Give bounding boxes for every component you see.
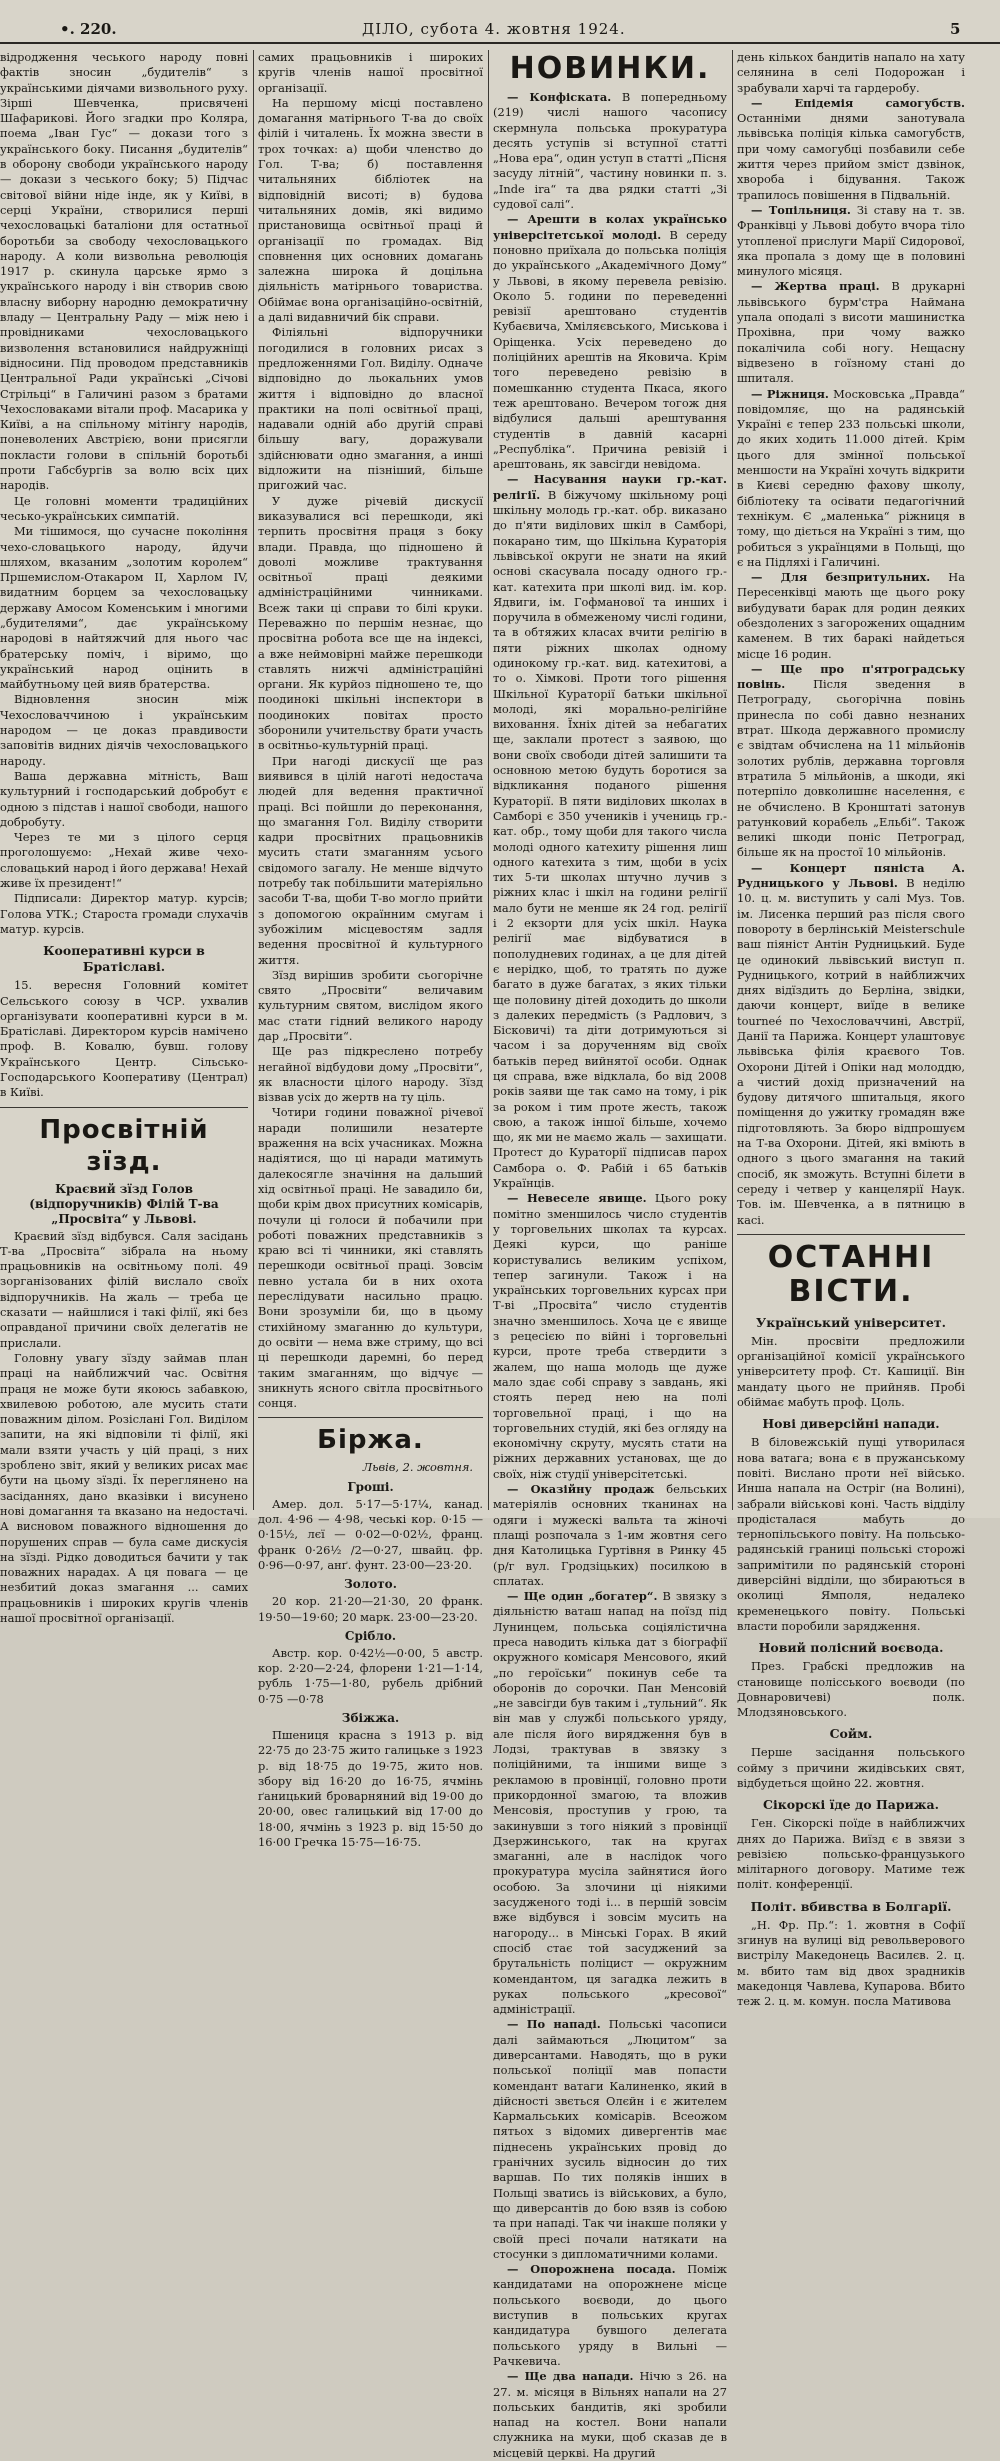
section-divider <box>737 1234 965 1235</box>
news-item <box>493 1589 727 2017</box>
masthead-rule <box>0 42 1000 44</box>
news-item-text: В попередньому (219) числі нашого часопису скермнула польська прокуратура десять уступів зі вступної статті „Нова ера“, один уступ в статті „Пісня засуду літній“, частину новинки п. з. „Inde ira“ та два рядки статті „Зі судової салі“. <box>493 90 727 212</box>
grain-rates: Пшениця красна з 1913 р. від 22·75 до 23·75 жито галицьке з 1923 р. від 18·75 до 19·75, жито нов. збору від 16·20 до 16·75, ячмінь ґаницький броварняний від 19·00 до 20·00, овес галицький від 17·00 до 18·00, ячмінь з 1923 р. від 15·50 до 16·00 Гречка 15·75—16·75. <box>258 1727 483 1850</box>
column-2 <box>258 50 483 1850</box>
exchange-dateline: Львів, 2. жовтня. <box>362 1460 473 1475</box>
news-item <box>493 2017 727 2262</box>
news-item-heading: — Ріжниця. <box>751 386 829 401</box>
latest-news-heading-item: Нові диверсійні напади. <box>762 1416 940 1432</box>
silver-rates: Австр. кор. 0·42½—0·00, 5 австр. кор. 2·20—2·24, флорени 1·21—1·14, рубль 1·75—1·80, рубель дрібний 0·75 —0·78 <box>258 1645 483 1706</box>
news-item <box>493 472 727 1191</box>
gold-heading: Золото. <box>344 1577 397 1592</box>
latest-news-heading-item: Сойм. <box>829 1726 873 1742</box>
article-paragraph: Через те ми з цілого серця проголошуємо: „Нехай живе чехо-словацький народ і його держава! Нехай живе їх президент!“ <box>0 830 248 891</box>
section-divider <box>0 1107 248 1108</box>
news-item-heading: — Ще два напади. <box>507 2369 634 2384</box>
article-paragraph: Відновлення зносин між Чехословаччиною і українським народом — це доказ правдивости заповітів видних діячів чехословацького народу. <box>0 692 248 768</box>
article-paragraph: Краєвий зїзд відбувся. Саля засідань Т-ва „Просвіта“ зібрала на ньому працьовників на освітньому полі. 49 зорганізованих філій вислало своїх відпоручників. На жаль — треба це сказати — найшлися і такі філії, які без оправданої причини своїх делегатів не прислали. <box>0 1228 248 1350</box>
news-item-heading: — Невеселе явище. <box>507 1191 647 1206</box>
column-rule <box>488 50 489 1510</box>
news-item-text: Нічю з 26. на 27. м. місяця в Вільнях напали на 27 польських бандитів, які зробили напад на костел. Вони напали служника на муки, щоб сказав де в місцевій церкві. На другий <box>493 2369 727 2460</box>
latest-news-heading-item: Новий полісний воєвода. <box>758 1640 944 1656</box>
news-item-text: В звязку з діяльністю ваташ напад на поїзд під Лунинцем, польська соціялістична преса наводить кілька дат з біографії окружного комісаря Менсового, який „по героїськи“ покинув себе та оборонів до сорочки. Пан Менсовій „не завсігди був таким і „тульний“. Як він мав у службі польського уряду, але після його вирядження був в Лодзі, трактував в звязку з поліційними, та іншими вище з рекламою в провінції, головно проти прикордонної змагою, та вложив Менсовія, проступив у грою, та закинувши з того ніякий з провінції Дзержинського, так на кругах змаганні, але в наслідок чого прокуратура мусіла зайнятися його особою. За злочини ці ніякими засудженого тоді і... в першій зовсім вже відбувся і зовсім мусить на нагороду... в Мінські Горах. В який спосіб стає той засуджений за брутальність поліцист — окружним комендантом, ця загадка лежить в руках польського „кресової“ адміністрації. <box>493 1589 728 2017</box>
news-item <box>737 96 965 203</box>
latest-news-heading-item: Сікорскі їде до Парижа. <box>763 1797 939 1813</box>
news-item-text: бельських матеріялів основних тканинах на одяги і мужескі вальта та жіночі плащі розпочала з 1-им жовтня сего дня Католицька Гуртівня в Ринку 45 (р/г вул. Гродзіцьких) посилкою в сплатах. <box>493 1482 727 1588</box>
news-item <box>493 2262 727 2369</box>
news-item <box>737 387 965 571</box>
news-item-text: В неділю 10. ц. м. виступить у салі Муз. Тов. ім. Лисенка перший раз після свого повороту в берлінській Meisterschule ваш піяніст Антін Рудницький. Буде це одинокий львівський виступ п. Рудницького, котрий в найближчих днях відїздить до Берліна, звідки, даючи концерт, виїде в велике tourneé по Чехословаччині, Австрії, Данії та Парижа. Концерт улаштовує львівська філія краєвого Тов. Охорони Дітей і Опіки над молоддю, а чистий дохід призначений на будову дитячого шпитальця, якого поміщення до ужитку громадян вже підготовляють. За бюро відпрошуєм на Т-ва Охорони. Дітей, які вміють в одного з цього змагання на такий спосіб, як зможуть. Вступні білети в середу і четвер у канцелярії Наук. Тов. ім. Шевченка, а в пятницю в касі. <box>737 876 965 1227</box>
money-heading: Гроші. <box>347 1479 394 1494</box>
news-item-heading: — Ще про п'ятроградську повінь. <box>737 661 965 692</box>
column-rule <box>732 50 733 1510</box>
gold-rates: 20 кор. 21·20—21·30, 20 франк. 19·50—19·60; 20 марк. 23·00—23·20. <box>258 1594 483 1624</box>
coop-courses-text: 15. вересня Головний комітет Сельського союзу в ЧСР. ухвалив організувати кооперативні курси в м. Братіславі. Директором курсів намічено проф. В. Ковалю, бувш. голову Українського Центр. Сільсько-Господарського Кооперативу (Централ) в Київі. <box>0 978 248 1100</box>
congress-subheading: Краєвий зїзд Голов (відпоручників) Філій Т-ва „Просвіта“ у Львові. <box>29 1181 219 1226</box>
news-item-text: Московська „Правда“ повідомляє, що на радянській Україні є тепер 233 польські школи, до яких ходить 11.000 дітей. Крім цього для змінної польської меншости на Україні хочуть відкрити в Києві середню фахову школу, бібліотеку та осівати педагогічний технікум. Є „маленька“ ріжниця в тому, що діється на Україні з тим, що робиться з українцями в Польщі, що є на Підляхі і Галичині. <box>737 386 965 569</box>
article-paragraph: На першому місці поставлено домагання матірнього Т-ва до своїх філій і читалень. Їх можна звести в трох точках: а) щоби членство до Гол. Т-ва; б) поставлення читальняних бібліотек на відповідній висоті; в) будова читальняних домів, які видимо пристановища освітньої праці й організації по громадах. Від сповнення цих основних домагань залежна широка й доцільна діяльність матірнього товариства. Обіймає вона організаційно-освітній, а далі видавничий бік справи. <box>258 95 483 325</box>
news-item-heading: — По нападі. <box>507 2017 601 2032</box>
news-item-text: В друкарні львівського бурм'стра Наймана упала оподалі з висоти машинистка Прохівна, при чому важко покалічила собі ногу. Нещасну відвезено в гоїзному стані до шпиталя. <box>737 279 965 386</box>
news-item <box>737 662 965 861</box>
article-paragraph: Ми тішимося, що сучасне покоління чехо-словацького народу, йдучи шляхом, вказаним „золотим королем“ Пршемислом-Отакаром II, Харлом IV, видатним борцем за чехословацьку державу Амосом Коменським і многими „будителями“, дає українському народові в найтяжчий для нього час братерську поміч, і віримо, що український народ оцінить в майбутньому цей вияв братерства. <box>0 524 248 692</box>
latest-news-text: Ген. Сікорскі поїде в найближчих днях до Парижа. Виїзд є в звязи з ревізією польсько-французького мілітарного договору. Матиме теж політ. конференції. <box>737 1816 965 1892</box>
news-item-text: Останніми днями занотувала львівська поліція кілька самогубств, при чому самогубці позбавили себе життя через прийом зміст дзвінок, хвороба і бідування. Також трапилось повішення в Підвальній. <box>737 111 965 202</box>
news-item-text: Після зведення в Петрограду, сьогорічна повінь принесла по собі давно незнаних втрат. Шкода державного промислу є звідтам обчислена на 11 мільйонів золотих рублів, державна торговля втратила 5 мільйонів, а шкоди, які потерпіло довколишнє населення, є не обчислено. В Кронштаті затонув ратунковий корабель „Ельбі“. Також великі шкоди поніс Петроград, більше як на простої 10 мільйонів. <box>737 677 966 860</box>
article-paragraph: У дуже річевій дискусії виказувалися всі перешкоди, які терпить просвітня праця з боку влади. Правда, що підношено й доволі можливе трактування освітньої праці деякими адміністраційними чинниками. Всеж таки ці справи то білі круки. Переважно по першім незнає, що просвітна робота все ще на індексі, а вже неймовірні майже перешкоди ставлять нижчі адміністраційні органи. Як курйоз підношено те, що поодинокі шкільні інспектори в поодиноких повітах просто зборонили учительству брати участь в освітньо-культурній праці. <box>258 493 483 753</box>
column-3 <box>493 50 728 2460</box>
news-item-heading: — Опорожнена посада. <box>507 2262 676 2277</box>
news-item-text: На Пересенківці мають ще цього року вибудувати барак для родин деяких обездолених з загорожених ощадним каменем. В тих баракі найдеться місце 16 родин. <box>737 570 965 661</box>
news-item-heading: — Оказійну продаж <box>507 1482 655 1497</box>
news-item <box>493 1482 727 1589</box>
latest-news-text: През. Грабскі предложив на становище полісського воєводи (по Довнаровичеві) полк. Млодзяновського. <box>737 1659 965 1720</box>
latest-news-heading-item: Політ. вбивства в Болгарії. <box>750 1898 952 1914</box>
news-item <box>493 1191 727 1482</box>
article-paragraph: самих працьовників і широких кругів членів нашої просвітної організації. <box>258 50 483 95</box>
column-4 <box>737 50 966 2009</box>
page-mark: 5 <box>950 20 961 38</box>
news-item-text: В біжучому шкільному році шкільну молодь гр.-кат. обр. виказано до п'яти виділових шкіл в Самборі, покарано тим, що Шкільна Кураторія львівської округи не знати на який основі скасувала посаду одного гр.-кат. катехита при школі вид. ім. кор. Ядвиги, ім. Гофманової та инших і поручила в обмеженому числі години, та в обтяжих класах вчити релігію в пяти ріжних школах одному одинокому гр.-кат. вид. катехитові, а то о. Хімкові. Проти того рішення Шкільної Кураторії батьки шкільної молоді, які морально-релігійне виховання. Їхніх дітей за небагатих ще, заклали протест з заявою, що вони своїх свободи дітей залишити та основною метою будуть боротися за відкликання поданого рішення Кураторії. В пяти виділових школах в Самборі є 350 учеників і учениць гр.-кат. обр., тому щоби для такого числа молоді одного катехиту рішення лиш одного катехита з тим, щоби в усіх тих 5-ти школах штучно лучив з ріжних клас і шкіл на години релігії мало бути не менше як 24 год. релігії і 2 екзорти для усіх шкіл. Наука релігії має відбуватися в пополудневих годинах, а це для дітей є нерідко, щоб, то тратять по дуже багато в дуже багатах, з яких тільки ще половину дітей доходить до школи з далеких передмість (з Радлович, з Бісковичі) та діти дотримуються зі часом і за дорученням від своїх батьків перед вийнятої особи. Однак ця справа, вже відклала, бо від 2008 років заяви ще так само на тому, і рік за роком і тим проте жесть, також свою, а також іншої більше, хочемо що, як ми не маємо жаль — захищати. Протест до Кураторії підписав парох Самбора о. Ф. Рабій і 65 батьків Українців. <box>493 487 727 1191</box>
article-paragraph: Чотири години поважної річевої наради полишили незатерте враження на всіх учасниках. Можна надіятися, що ці наради матимуть далекосягле значіння на дальший хід освітньої праці. Не завадило би, щоби крім двох присутних комісарів, почули ці голоси й побачили при роботі поважних представників з краю всі ті чинники, які ставлять перешкоди освітньої праці. Зовсім певно устала би в них охота переслідувати насильно працю. Вони зрозуміли би, що в цьому стихійному змаганню до культури, до освіти — нема вже стриму, що всі ці перешкоди даремні, бо перед таким змаганням, що відчує — зникнуть ясного світла просвітнього сонця. <box>258 1105 483 1411</box>
article-paragraph: Головну увагу зїзду займав план праці на найближчий час. Освітня праця не може бути якоюсь забавкою, хвилевою роботою, але мусить стати поважним ділом. Розіслані Гол. Виділом запити, на які відповіли ті філії, які мали взяти участь у цій праці, з них зроблено звіт, який у великих рисах має бути на цьому зїзді. Їх переглянено на засіданнях, дано вказівки і висунено нові домагання та вказано на недостачі. А висновом поважного відношення до порушених справ — була саме дискусія на зїзді. Рідко доводиться бачити у так поважних нарадах. А ця повага — це незбитий доказ змагання ... самих працьовників і широких кругів членів нашої просвітної організації. <box>0 1350 248 1626</box>
latest-news-text: „Н. Фр. Пр.“: 1. жовтня в Софії згинув на вулиці від револьверового вистрілу Македонець Василєв. 2. ц. м. вбито там від двох зрадників македонця Чавлева, Купарова. Вбито теж 2. ц. м. комун. посла Мативова <box>737 1917 965 2009</box>
article-paragraph: Філіяльні відпоручники погодилися в головних рисах з предложеннями Гол. Виділу. Одначе відповідно до льокальних умов життя і відповідно до власної практики на полі освітньої праці, надавали одній або другій справі більшу вагу, доражували здійснювати одно змагання, а инші відложити на пізніший, більше пригожий час. <box>258 325 483 493</box>
news-item-text: В середу поновно приїхала до польська поліція до українського „Академічного Дому“ у Львові, в якому перевела ревізію. Около 5. години по переведенні ревізії арештовано студентів Кубаєвича, Хміляєвського, Миськова і Оріщенка. Усіх переведено до поліційних арештів на Яковича. Крім того переведено ревізію в помешканню студента Пкаса, якого теж арештовано. Вечером тогож дня відбулися дальші арештування студентів в давній касарні „Республіка“. Причина ревізій і арештовань, як завсігди невідома. <box>493 227 727 472</box>
column-1 <box>0 50 248 1626</box>
article-paragraph: При нагоді дискусії ще раз виявився в цілій наготі недостача людей для ведення практичної праці. Всі пойшли до переконання, що змагання Гол. Виділу створити кадри просвітних працьовників мусить стати змаганням усього свідомого загалу. Не менше відчуто потребу так побільшити матеріяльно засоби Т-ва, щоби Т-во могло прийти з допомогою окраїнним смугам і зубожілим місцевостям задля ведення просвітної й культурного життя. <box>258 753 483 967</box>
news-item-heading: — Для безпритульних. <box>751 570 931 585</box>
news-heading: НОВИНКИ. <box>509 51 711 86</box>
article-paragraph: день кількох бандитів напало на хату селянина в селі Подорожан і зрабували харчі та гардеробу. <box>737 50 965 95</box>
page-number: •. 220. <box>60 20 117 38</box>
news-item <box>737 570 965 662</box>
news-item-heading: — Епідемія самогубств. <box>751 95 965 110</box>
money-rates: Амер. дол. 5·17—5·17¼, канад. дол. 4·96 — 4·98, чеські кор. 0·15 — 0·15½, лєї — 0·02—0·02½, франц. франк 0·26½ /2—0·27, швайц. фр. 0·96—0·97, анґ. фунт. 23·00—23·20. <box>258 1496 483 1572</box>
article-paragraph: Ваша державна мітність, Ваш культурний і господарський добробут є одною з підстав і нашої свободи, нашого добробуту. <box>0 768 248 829</box>
news-item <box>737 203 965 279</box>
news-item-text: Поміж кандидатами на опорожнене місце польського воєводи, до цього виступив в польських кругах кандидатура бувшого делегата польського уряду в Вильні — Рачкевича. <box>493 2262 727 2368</box>
coop-courses-heading: Кооперативні курси в Братіславі. <box>43 943 205 975</box>
article-paragraph: відродження чеського народу повні фактів зносин „будителів“ з українськими діячами визвольного руху. Зірші Шевченка, присвячені Шафарикові. Його згадки про Коляра, поема „Іван Гус“ — докази того з українського боку. Писання „будителів“ в оборону свободи українського народу — докази з чеського боку; 5) Підчас світової війни ніде інде, як у Київі, в серці України, створилися перші чехословацькі баталіони для остатньої боротьби за свободу чехословацького народу. А коли визвольна революція 1917 р. скинула царське ярмо з українського народу і він створив свою власну виборну народню демократичну владу — Центральну Раду — між нею і провідниками чехословацького визволення встановилися найдружніщі відносини. Під проводом представників Центральної Ради українські „Січові Стрільці“ в Галичині разом з братами Чехословаками вітали проф. Масарика у Київі, а на спільному мітінгу народів, поневолених Австрією, вони присягли покласти голови в спільній боротьбі проти Габсбургів за волю всіх цих народів. <box>0 50 248 493</box>
news-item <box>493 90 727 212</box>
news-item-heading: — Жертва праці. <box>751 279 880 294</box>
grain-heading: Збіжжа. <box>341 1710 400 1725</box>
news-item-heading: — Насування науки гр.-кат. релігії. <box>493 472 727 502</box>
news-item-heading: — Ще один „богатер“. <box>507 1589 658 1604</box>
news-item-text: Польські часописи далі займаються „Люцитом“ за диверсантами. Наводять, що в руки польської поліції мав попасти комендант ватаги Калиненко, який в дійсності звється Олєйн і є жителем Кармальських комісарів. Всеожом пятьох з відомих дивергентів має піднесень українських провід до гранічних зусиль відносин до тих варшав. По тих поляків інших в Польщі зватись із військових, а було, що диверсантів до бою взяв із собою та при нападі. Так чи інакше поляки у своїй пресі почали натякати на стосунки з дипломатичними колами. <box>493 2017 727 2261</box>
news-item-heading: — Топільниця. <box>751 202 851 217</box>
news-item-heading: — Конфіската. <box>507 90 612 104</box>
exchange-heading: Біржа. <box>317 1425 424 1456</box>
section-divider <box>258 1417 483 1418</box>
column-rule <box>253 50 254 1510</box>
news-item <box>737 279 965 386</box>
news-item-text: Цього року помітно зменшилось число студентів у торговельних школах та курсах. Деякі курси, що раніше користувались великим успіхом, тепер загинули. Також і на українських торговельних курсах при Т-ві „Просвіта“ число студентів значно зменшилось. Хоча це є явище з рецесією по війні і торговельні курси, проте треба ствердити з жалем, що наша молодь ще дуже мало здає собі справу з завдань, які стоять перед нею на полі торговельної праці, і що на торговельних студій, які без огляду на економічну скруту, мусять стати на ріжних державних установах, ще до своїх, ніж студії універсітетські. <box>493 1191 727 1481</box>
article-paragraph: Зїзд вирішив зробити сьогорічне свято „Просвіти“ величавим культурним святом, вислідом якого мас стати гідний великого народу дар „Просвіти“. <box>258 967 483 1043</box>
newspaper-title: ДІЛО, субота 4. жовтня 1924. <box>362 20 626 38</box>
article-paragraph: Це головні моменти традиційних чесько-українських симпатій. <box>0 493 248 523</box>
article-paragraph: Ще раз підкреслено потребу негайної відбудови дому „Просвіти“, як власности цілого народу. Зїзд візвав усіх до жертв на ту ціль. <box>258 1044 483 1105</box>
latest-news-text: В біловежській пущі утворилася нова ватага; вона є в пружанському повіті. Вислано проти неї військо. Инша напала на Остріг (на Волині), забрали військові коні. Часть відділу продісталася мабуть до тернопільського повіту. На польсько-радянській границі польські сторожі запримітили по радянській стороні диверсійні відділи, що збираються в околиці Ямполя, недалеко кременецького повіту. Польські власти поробили зарядження. <box>737 1435 965 1633</box>
silver-heading: Срібло. <box>344 1628 397 1643</box>
congress-heading: Просвітній зїзд. <box>39 1114 209 1177</box>
news-item-text: Зі ставу на т. зв. Франківці у Львові добуто вчора тіло утопленої прислуги Марії Сидорової, яка пропала з дому ще в половині минулого місяця. <box>737 202 965 279</box>
news-item <box>493 212 727 472</box>
article-paragraph: Підписали: Директор матур. курсів; Голова УТК.; Староста громади слухачів матур. курсів. <box>0 891 248 936</box>
latest-news-heading: ОСТАННІ ВІСТИ. <box>767 1239 935 1309</box>
news-item-heading: — Арешти в колах українсько універсітетської молоді. <box>493 212 727 242</box>
news-item-heading: — Концерт пяніста А. Рудницького у Львові. <box>737 860 965 891</box>
news-item <box>737 861 965 1228</box>
news-item <box>493 2369 727 2461</box>
latest-news-text: Мін. просвіти предложили організаційної комісії українського університету проф. Ст. Кашиції. Він мандату цього не прийняв. Пробі обіймає мабуть проф. Цоль. <box>737 1333 965 1410</box>
masthead <box>0 0 1000 44</box>
latest-news-heading-item: Український університет. <box>756 1314 946 1330</box>
latest-news-text: Перше засідання польського сойму з причини жидівських свят, відбудеться щойно 22. жовтня. <box>737 1745 965 1790</box>
